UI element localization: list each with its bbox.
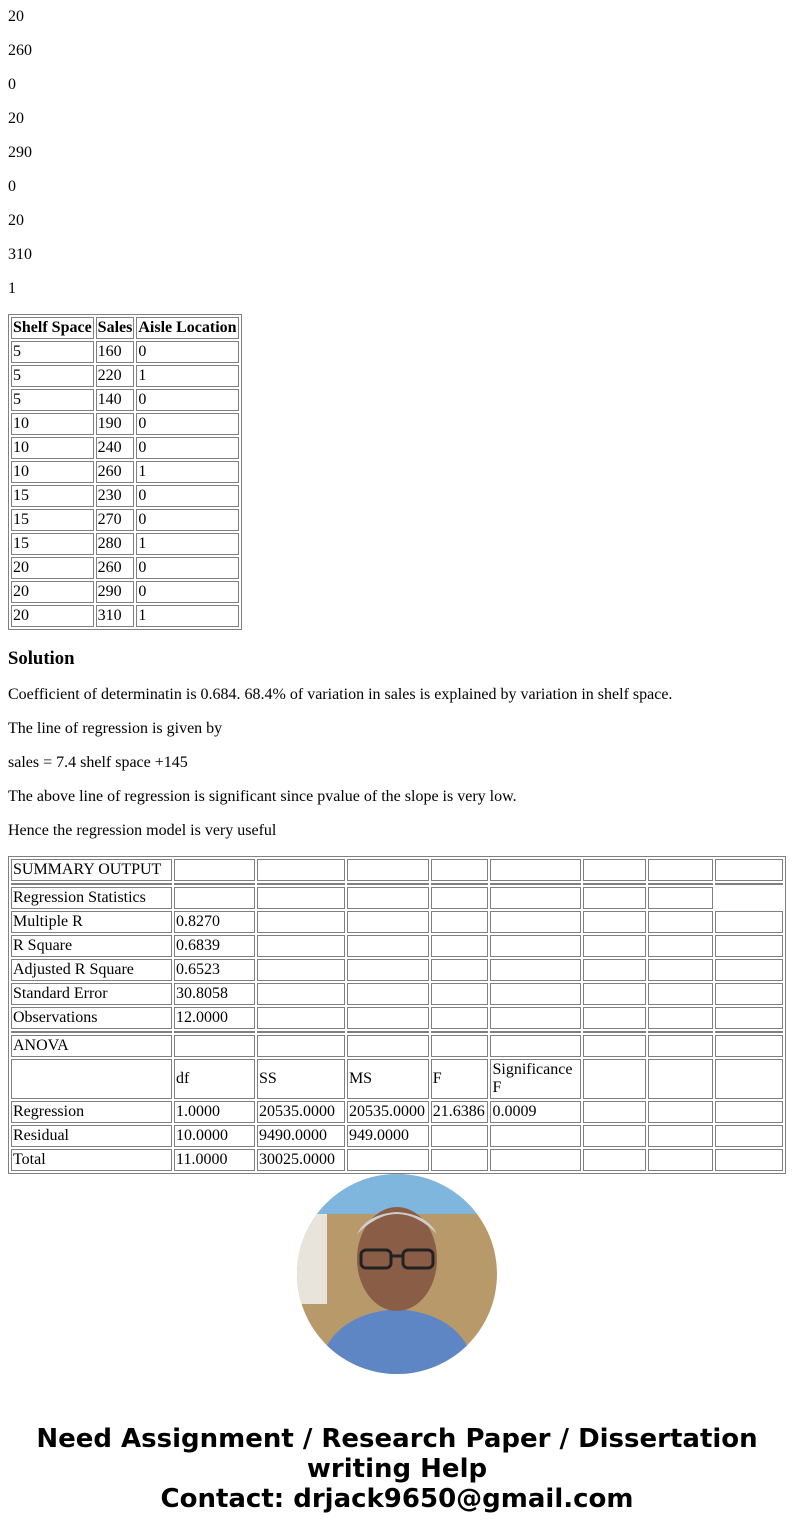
table-cell: 270	[96, 509, 135, 531]
table-row	[11, 581, 239, 603]
table-cell	[648, 911, 713, 933]
table-row	[11, 485, 239, 507]
table-cell	[347, 887, 429, 909]
table-cell	[431, 1035, 489, 1057]
table-cell	[583, 1035, 647, 1057]
table-cell: 20535.0000	[257, 1101, 345, 1123]
table-cell: 220	[96, 365, 135, 387]
table-cell: 310	[96, 605, 135, 627]
separator-cell	[431, 883, 489, 885]
table-cell	[715, 1059, 783, 1099]
table-row	[11, 1125, 783, 1147]
table-cell	[490, 1149, 580, 1171]
table-cell: 9490.0000	[257, 1125, 345, 1147]
separator-cell	[583, 1031, 647, 1033]
table-row	[11, 557, 239, 579]
table-cell	[174, 1035, 255, 1057]
value-line: 20	[8, 110, 24, 127]
table-cell: 230	[96, 485, 135, 507]
table-cell: 10	[11, 437, 94, 459]
table-cell	[431, 983, 489, 1005]
table-cell	[257, 935, 345, 957]
table-cell	[648, 959, 713, 981]
table-cell: 949.0000	[347, 1125, 429, 1147]
table-cell: 0	[136, 581, 238, 603]
table-cell: Significance F	[490, 1059, 580, 1099]
table-cell	[648, 1125, 713, 1147]
table-cell: Multiple R	[11, 911, 172, 933]
table-cell: 0.6839	[174, 935, 255, 957]
table-cell: df	[174, 1059, 255, 1099]
table-cell	[347, 1149, 429, 1171]
table-cell	[431, 935, 489, 957]
separator-cell	[648, 1031, 713, 1033]
section-separator	[11, 1031, 783, 1033]
table-row	[11, 389, 239, 411]
table-cell: R Square	[11, 935, 172, 957]
value-line: 310	[8, 246, 32, 263]
table-cell: 15	[11, 533, 94, 555]
table-cell: 160	[96, 341, 135, 363]
table-cell	[257, 959, 345, 981]
summary-output-container	[8, 856, 788, 1168]
table-cell: 5	[11, 389, 94, 411]
table-cell: 290	[96, 581, 135, 603]
summary-title-row	[11, 859, 783, 881]
table-cell	[648, 859, 713, 881]
column-header: Shelf Space	[11, 317, 94, 339]
solution-paragraph: The above line of regression is significant since pvalue of the slope is very low.	[8, 788, 517, 805]
regression-statistics-row	[11, 887, 783, 909]
table-cell	[174, 859, 255, 881]
table-row	[11, 365, 239, 387]
table-cell	[347, 935, 429, 957]
table-cell	[490, 983, 580, 1005]
table-cell	[431, 959, 489, 981]
table-row	[11, 1101, 783, 1123]
table-cell	[648, 983, 713, 1005]
table-cell: 260	[96, 461, 135, 483]
table-row	[11, 959, 783, 981]
table-cell: Adjusted R Square	[11, 959, 172, 981]
table-cell	[490, 887, 580, 909]
table-cell	[715, 859, 783, 881]
table-cell: 10	[11, 413, 94, 435]
table-row	[11, 605, 239, 627]
table-cell	[490, 1125, 580, 1147]
table-cell	[347, 1007, 429, 1029]
table-cell: Regression	[11, 1101, 172, 1123]
table-cell	[583, 1059, 647, 1099]
table-cell	[490, 935, 580, 957]
table-cell	[715, 983, 783, 1005]
shelf-data-table	[8, 314, 242, 630]
table-cell: 10	[11, 461, 94, 483]
separator-cell	[347, 1031, 429, 1033]
separator-cell	[715, 1031, 783, 1033]
table-cell: 260	[96, 557, 135, 579]
table-cell	[648, 1035, 713, 1057]
table-cell	[431, 1149, 489, 1171]
table-cell: 0.8270	[174, 911, 255, 933]
table-cell	[257, 859, 345, 881]
table-cell: 1	[136, 533, 238, 555]
table-cell: 1.0000	[174, 1101, 255, 1123]
table-cell: 21.6386	[431, 1101, 489, 1123]
table-cell: 0.6523	[174, 959, 255, 981]
table-row	[11, 437, 239, 459]
table-cell: ANOVA	[11, 1035, 172, 1057]
table-cell	[431, 1125, 489, 1147]
column-header: Sales	[96, 317, 135, 339]
table-cell	[583, 1125, 647, 1147]
separator-cell	[715, 883, 783, 885]
table-cell	[715, 1007, 783, 1029]
table-cell	[347, 983, 429, 1005]
table-cell: 5	[11, 341, 94, 363]
table-cell	[257, 1007, 345, 1029]
separator-cell	[174, 883, 255, 885]
table-cell	[715, 959, 783, 981]
table-cell: 20	[11, 605, 94, 627]
table-cell: 0	[136, 389, 238, 411]
table-cell	[431, 859, 489, 881]
value-line: 290	[8, 144, 32, 161]
table-cell	[431, 911, 489, 933]
value-line: 260	[8, 42, 32, 59]
solution-heading: Solution	[8, 648, 75, 669]
table-cell: Regression Statistics	[11, 887, 172, 909]
table-cell	[583, 1149, 647, 1171]
table-cell: 140	[96, 389, 135, 411]
table-cell: MS	[347, 1059, 429, 1099]
table-cell	[257, 1035, 345, 1057]
table-cell	[648, 1101, 713, 1123]
value-lines	[8, 8, 786, 298]
footer-help-text: Need Assignment / Research Paper / Dissertation writing Help	[36, 1424, 758, 1484]
table-row	[11, 1149, 783, 1171]
solution-paragraph: Hence the regression model is very useful	[8, 822, 277, 839]
table-cell: 0	[136, 341, 238, 363]
table-cell	[715, 1125, 783, 1147]
table-cell: SS	[257, 1059, 345, 1099]
table-cell	[648, 1149, 713, 1171]
table-row	[11, 911, 783, 933]
table-cell: 1	[136, 605, 238, 627]
table-cell: 15	[11, 485, 94, 507]
table-cell: 0	[136, 485, 238, 507]
table-cell	[583, 959, 647, 981]
solution-paragraph: The line of regression is given by	[8, 720, 223, 737]
table-cell	[347, 859, 429, 881]
table-cell	[347, 1035, 429, 1057]
table-cell: 0	[136, 509, 238, 531]
table-cell: Standard Error	[11, 983, 172, 1005]
solution-paragraph: sales = 7.4 shelf space +145	[8, 754, 188, 771]
table-cell	[257, 911, 345, 933]
table-cell: 20535.0000	[347, 1101, 429, 1123]
table-cell	[583, 1007, 647, 1029]
table-cell: 30.8058	[174, 983, 255, 1005]
table-cell: 0	[136, 437, 238, 459]
table-cell	[174, 887, 255, 909]
table-cell: 20	[11, 581, 94, 603]
table-cell	[490, 1035, 580, 1057]
column-header: Aisle Location	[136, 317, 238, 339]
table-cell: 0	[136, 557, 238, 579]
author-photo	[8, 1174, 786, 1374]
solution-paragraph: Coefficient of determinatin is 0.684. 68.4% of variation in sales is explained by variation in shelf space.	[8, 686, 673, 703]
table-row	[11, 509, 239, 531]
separator-cell	[490, 1031, 580, 1033]
value-line: 1	[8, 280, 16, 297]
separator-cell	[257, 883, 345, 885]
summary-output-table	[8, 856, 786, 1174]
table-cell: Observations	[11, 1007, 172, 1029]
table-cell: 15	[11, 509, 94, 531]
table-cell	[715, 1035, 783, 1057]
table-row	[11, 341, 239, 363]
value-line: 20	[8, 212, 24, 229]
table-cell	[11, 1059, 172, 1099]
table-cell	[431, 1007, 489, 1029]
table-cell: 280	[96, 533, 135, 555]
table-cell	[347, 911, 429, 933]
table-cell	[583, 1101, 647, 1123]
table-cell: 0.0009	[490, 1101, 580, 1123]
section-separator	[11, 883, 783, 885]
value-line: 20	[8, 8, 24, 25]
table-cell: 1	[136, 365, 238, 387]
table-cell	[648, 1059, 713, 1099]
table-cell	[648, 1007, 713, 1029]
table-cell: 5	[11, 365, 94, 387]
table-cell	[431, 887, 489, 909]
value-line: 0	[8, 178, 16, 195]
table-cell: Total	[11, 1149, 172, 1171]
table-row	[11, 1007, 783, 1029]
table-cell: F	[431, 1059, 489, 1099]
separator-cell	[490, 883, 580, 885]
table-cell: 190	[96, 413, 135, 435]
table-cell	[257, 887, 345, 909]
separator-cell	[583, 883, 647, 885]
table-cell: 0	[136, 413, 238, 435]
separator-cell	[11, 1031, 172, 1033]
table-row	[11, 983, 783, 1005]
table-cell: 1	[136, 461, 238, 483]
table-cell	[648, 935, 713, 957]
table-cell: SUMMARY OUTPUT	[11, 859, 172, 881]
separator-cell	[257, 1031, 345, 1033]
table-cell: Residual	[11, 1125, 172, 1147]
table-cell	[715, 1149, 783, 1171]
separator-cell	[431, 1031, 489, 1033]
separator-cell	[174, 1031, 255, 1033]
table-row	[11, 461, 239, 483]
table-cell: 30025.0000	[257, 1149, 345, 1171]
table-cell	[490, 1007, 580, 1029]
table-cell	[347, 959, 429, 981]
anova-header-row	[11, 1059, 783, 1099]
table-cell	[583, 983, 647, 1005]
table-cell	[583, 911, 647, 933]
footer-banner	[8, 1424, 786, 1514]
table-cell: 10.0000	[174, 1125, 255, 1147]
anova-row	[11, 1035, 783, 1057]
table-cell	[583, 859, 647, 881]
table-row	[11, 413, 239, 435]
table-cell	[490, 911, 580, 933]
separator-cell	[347, 883, 429, 885]
table-cell	[257, 983, 345, 1005]
table-cell: 12.0000	[174, 1007, 255, 1029]
separator-cell	[11, 883, 172, 885]
table-cell	[583, 887, 647, 909]
table-cell	[715, 1101, 783, 1123]
value-line: 0	[8, 76, 16, 93]
table-row	[11, 935, 783, 957]
table-cell: 20	[11, 557, 94, 579]
footer-contact[interactable]: Contact: drjack9650@gmail.com	[160, 1484, 634, 1514]
table-cell	[490, 859, 580, 881]
table-row	[11, 533, 239, 555]
separator-cell	[648, 883, 713, 885]
table-cell	[715, 935, 783, 957]
solution-text	[8, 686, 786, 840]
table-cell	[490, 959, 580, 981]
table-cell: 240	[96, 437, 135, 459]
table-cell	[715, 911, 783, 933]
table-cell	[583, 935, 647, 957]
table-cell	[648, 887, 713, 909]
table-cell: 11.0000	[174, 1149, 255, 1171]
